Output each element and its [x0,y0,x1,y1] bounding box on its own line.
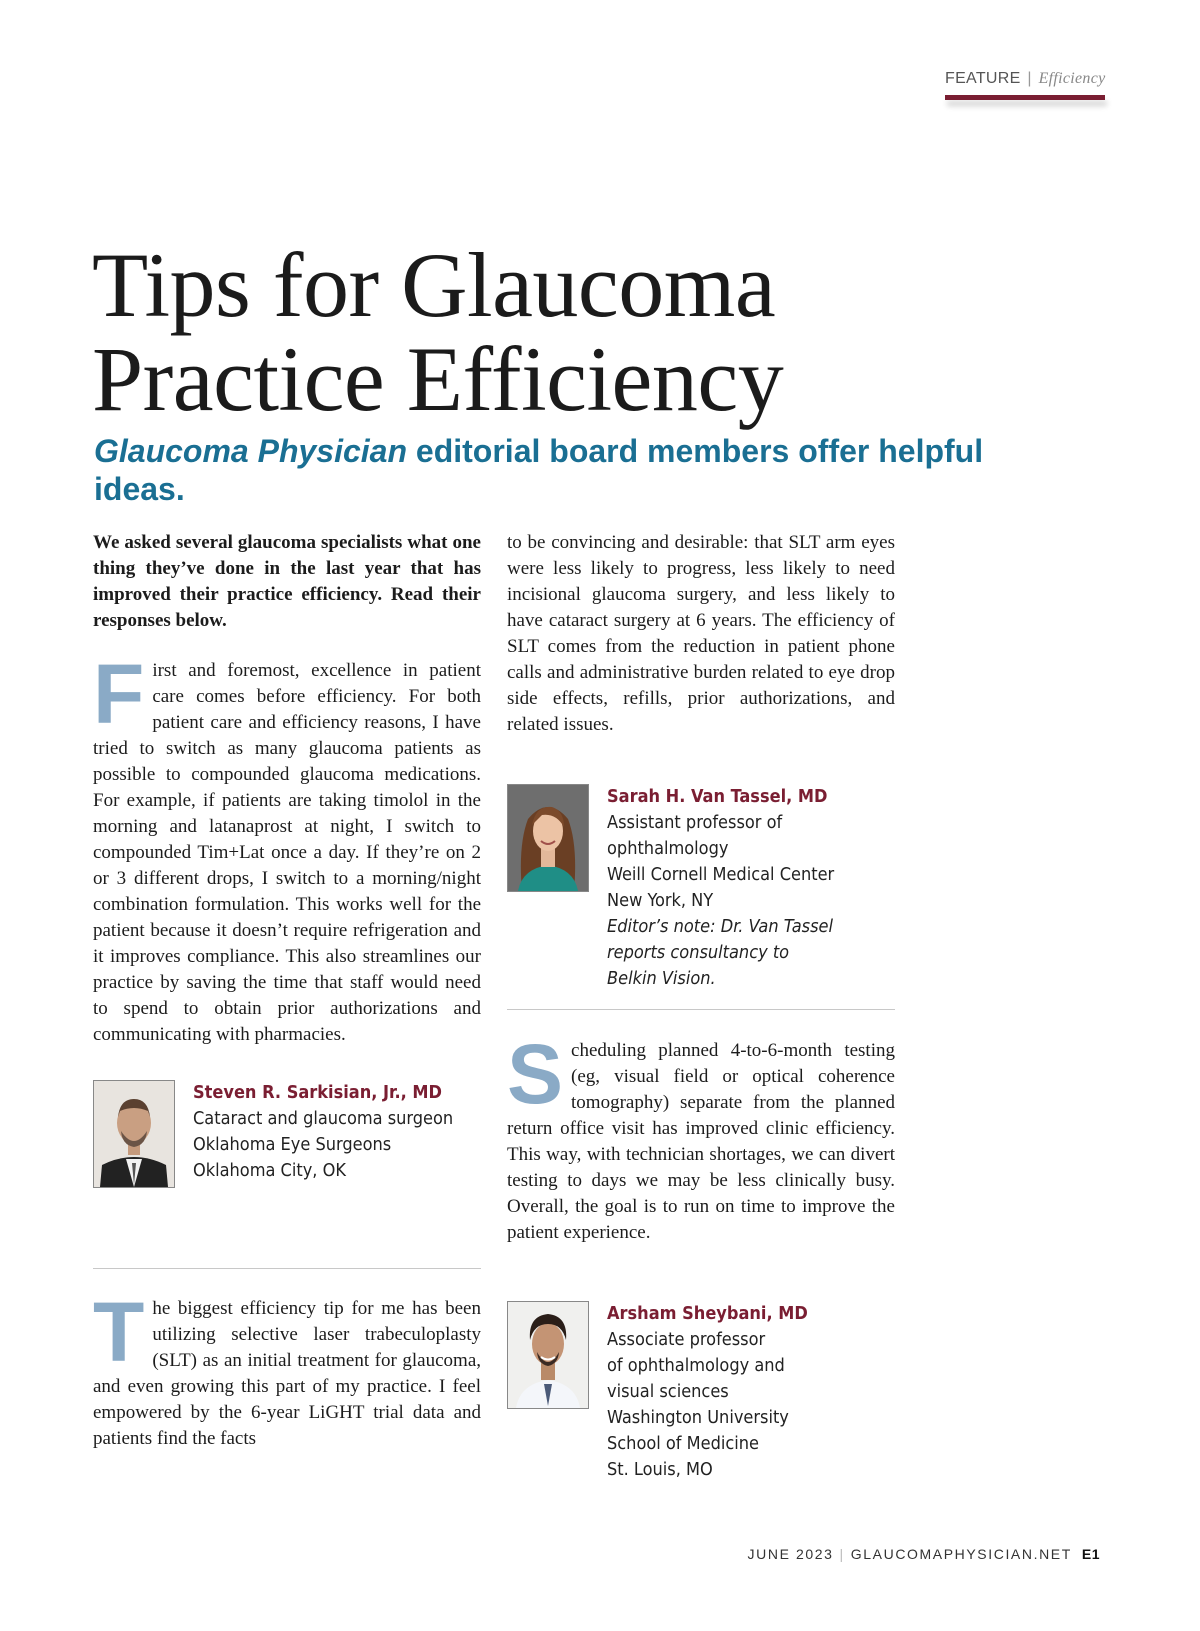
article-3-text: cheduling planned 4-to-6-month testing (eg, visual field or optical coherence tomography) separate from the planned return office visit has improved clinic efficiency. This way, with technician shortages, we can divert testing to days we may be less clinically busy. Overall, the goal is to run on time to improve the patient experience. [507,1040,895,1243]
dropcap-1: F [93,647,145,741]
section-label: FEATURE [945,70,1021,87]
headshot-photo [507,1301,589,1409]
title-line-2: Practice Efficiency [92,328,784,430]
bio-line: Cataract and glaucoma surgeon [193,1108,454,1129]
intro-paragraph: We asked several glaucoma specialists what one thing they’ve done in the last year that has improved their practice efficiency. Read their responses below. [93,532,481,631]
bio-text [193,1080,453,1184]
section-tag-underline [945,95,1105,100]
headshot-photo [507,784,589,892]
editor-note: Editor’s note: Dr. Van Tassel [607,916,833,937]
page-number: E1 [1081,1546,1100,1562]
dropcap-2: T [93,1285,145,1379]
divider [93,1268,481,1269]
bio-name: Steven R. Sarkisian, Jr., MD [193,1082,442,1103]
bio-sarkisian [93,1080,453,1188]
editor-note: reports consultancy to [607,942,790,963]
bio-line: Associate professor [607,1329,766,1350]
bio-line: Washington University [607,1407,789,1428]
bio-line: New York, NY [607,890,714,911]
bio-text [607,1301,808,1483]
bio-name: Arsham Sheybani, MD [607,1303,808,1324]
section-separator: | [1027,70,1032,87]
bio-line: St. Louis, MO [607,1459,713,1480]
subtitle-publication: Glaucoma Physician [94,433,408,469]
article-2-text: he biggest efficiency tip for me has been utilizing selective laser trabeculoplasty (SLT) as an initial treatment for glaucoma, and even growing this part of my practice. I feel empowered by the 6-year LiGHT trial data and patients find the facts [93,1298,481,1449]
left-column-top [93,530,481,1048]
bio-text [607,784,834,992]
website: GLAUCOMAPHYSICIAN.NET [850,1546,1072,1562]
bio-line: ophthalmology [607,838,729,859]
article-1-text: irst and foremost, excellence in patient care comes before efficiency. For both patient care and efficiency reasons, I have tried to switch as many glaucoma patients as possible to compounded glaucoma medications. For example, if patients are taking timolol in the morning and latanaprost at night, I switch to compounded Tim+Lat once a day. If they’re on 2 or 3 different drops, I switch to a morning/night combination formulation. This works well for the patient because it doesn’t require refrigeration and it improves compliance. This also streamlines our practice by saving the time that staff would need to spend to obtain prior authorizations and communicating with pharmacies. [93,660,481,1045]
article-2 [93,1285,481,1452]
bio-sheybani [507,1301,808,1483]
article-1 [93,647,481,1048]
title-line-1: Tips for Glaucoma [92,234,776,336]
left-column-bottom [93,1285,481,1452]
bio-line: Weill Cornell Medical Center [607,864,835,885]
right-column-middle [507,1027,895,1246]
article-3 [507,1027,895,1246]
page-subtitle [94,432,1024,508]
dropcap-3: S [507,1027,564,1121]
right-column-top [507,530,895,738]
bio-line: Oklahoma City, OK [193,1160,346,1181]
page-title [92,234,992,430]
bio-line: of ophthalmology and [607,1355,785,1376]
subsection-label: Efficiency [1038,70,1106,87]
footer-separator: | [839,1546,845,1562]
bio-line: visual sciences [607,1381,729,1402]
bio-line: Oklahoma Eye Surgeons [193,1134,392,1155]
article-2-continued: to be convincing and desirable: that SLT arm eyes were less likely to progress, less likely to need incisional glaucoma surgery, and less likely to have cataract surgery at 6 years. The efficiency of SLT comes from the reduction in patient phone calls and administrative burden related to eye drop side effects, refills, prior authorizations, and related issues. [507,532,895,735]
page-footer [748,1546,1100,1562]
subtitle-rest: editorial board members offer helpful ideas. [94,433,984,507]
headshot-photo [93,1080,175,1188]
issue-date: JUNE 2023 [747,1546,834,1562]
editor-note: Belkin Vision. [607,968,716,989]
bio-line: Assistant professor of [607,812,783,833]
bio-line: School of Medicine [607,1433,760,1454]
bio-van-tassel [507,784,834,992]
divider [507,1009,895,1010]
bio-name: Sarah H. Van Tassel, MD [607,786,828,807]
